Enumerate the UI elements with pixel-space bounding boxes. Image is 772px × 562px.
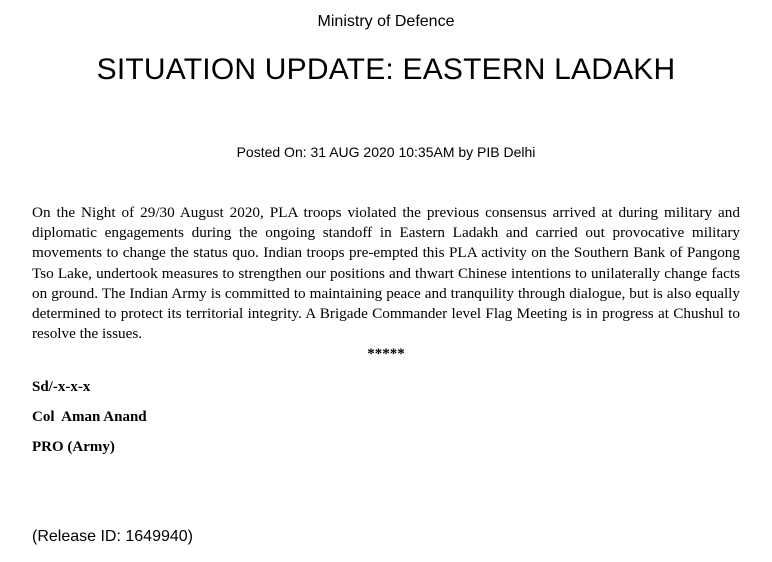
release-id: (Release ID: 1649940) [32, 528, 193, 545]
ministry-name: Ministry of Defence [317, 13, 455, 30]
page-title: SITUATION UPDATE: EASTERN LADAKH [96, 53, 676, 86]
signature-sd-line: Sd/-x-x-x [32, 379, 91, 395]
section-separator: ***** [367, 346, 405, 362]
posted-on-line: Posted On: 31 AUG 2020 10:35AM by PIB Delhi [236, 144, 536, 160]
signatory-designation: PRO (Army) [32, 439, 115, 455]
release-body-paragraph: On the Night of 29/30 August 2020, PLA troops violated the previous consensus arrived at during military and diplomatic engagements during the ongoing standoff in Eastern Ladakh and carried out provocative military movements to change the status quo. Indian troops pre-empted this PLA activity on the Southern Bank of Pangong Tso Lake, undertook measures to strengthen our positions and thwart Chinese intentions to unilaterally change facts on ground. The Indian Army is committed to maintaining peace and tranquility through dialogue, but is also equally determined to protect its territorial integrity. A Brigade Commander level Flag Meeting is in progress at Chushul to resolve the issues. [32, 204, 740, 343]
signatory-name: Col Aman Anand [32, 409, 147, 425]
